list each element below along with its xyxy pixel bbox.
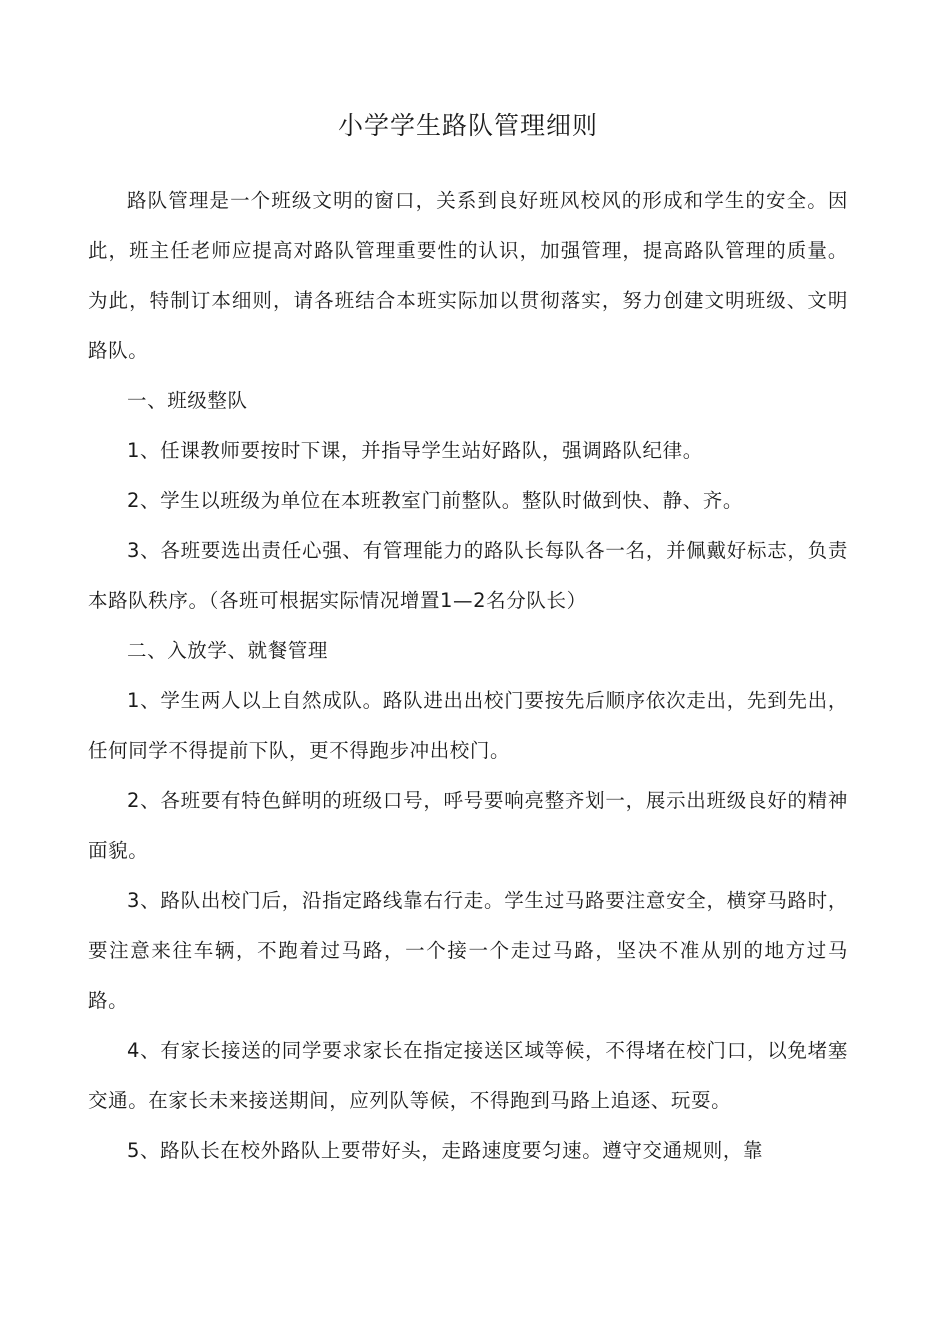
document-title: 小学学生路队管理细则: [337, 111, 598, 140]
document-body: [88, 176, 848, 1176]
intro-paragraph: 路队管理是一个班级文明的窗口，关系到良好班风校风的形成和学生的安全。因此，班主任老师应提高对路队管理重要性的认识，加强管理，提高路队管理的质量。为此，特制订本细则，请各班结合本班实际加以贯彻落实，努力创建文明班级、文明路队。: [88, 189, 848, 362]
section-2-item-1: 1、学生两人以上自然成队。路队进出出校门要按先后顺序依次走出，先到先出，任何同学不得提前下队，更不得跑步冲出校门。: [88, 689, 848, 762]
section-2-item-4: 4、有家长接送的同学要求家长在指定接送区域等候，不得堵在校门口，以免堵塞交通。在家长未来接送期间，应列队等候，不得跑到马路上追逐、玩耍。: [88, 1039, 848, 1112]
section-heading-1: 一、班级整队: [127, 389, 248, 412]
section-2-item-2: 2、各班要有特色鲜明的班级口号，呼号要响亮整齐划一，展示出班级良好的精神面貌。: [88, 789, 848, 862]
section-heading-2: 二、入放学、就餐管理: [127, 639, 329, 662]
section-1-item-2: 2、学生以班级为单位在本班教室门前整队。整队时做到快、静、齐。: [127, 489, 744, 512]
document-page: [88, 0, 848, 1344]
section-2-item-3: 3、路队出校门后，沿指定路线靠右行走。学生过马路要注意安全，横穿马路时，要注意来往车辆，不跑着过马路，一个接一个走过马路，坚决不准从别的地方过马路。: [88, 889, 848, 1012]
section-2-item-5: 5、路队长在校外路队上要带好头，走路速度要匀速。遵守交通规则，靠: [127, 1139, 764, 1162]
section-1-item-1: 1、任课教师要按时下课，并指导学生站好路队，强调路队纪律。: [127, 439, 703, 462]
section-1-item-3: 3、各班要选出责任心强、有管理能力的路队长每队各一名，并佩戴好标志，负责本路队秩序。（各班可根据实际情况增置1—2名分队长）: [88, 539, 848, 612]
